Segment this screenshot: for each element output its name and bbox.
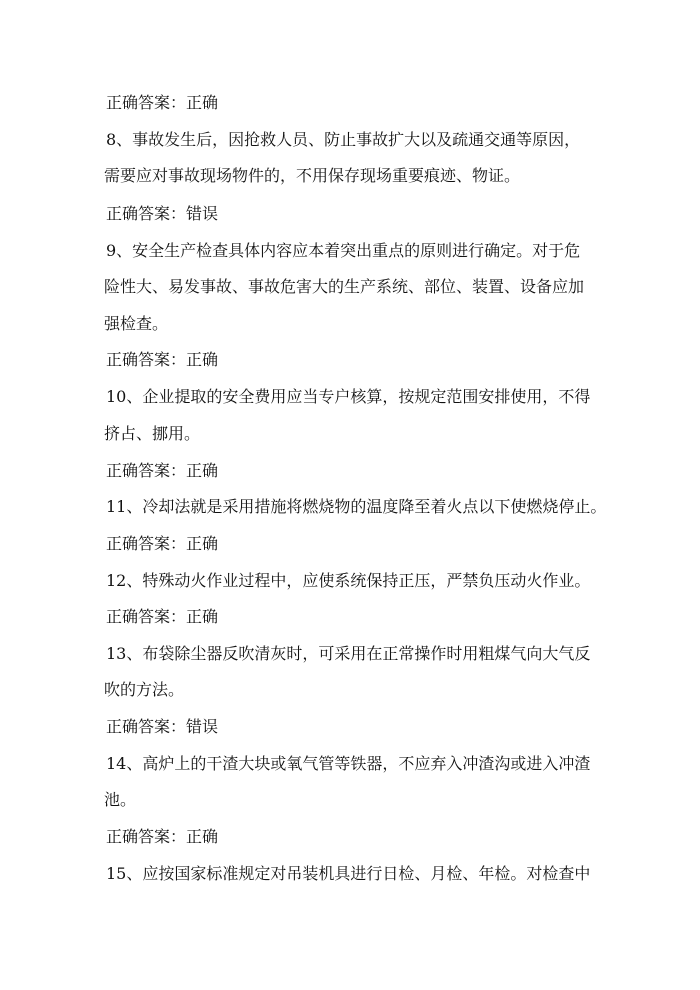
answer-line: 正确答案：正确	[106, 607, 219, 626]
question-13-line-1: 13、布袋除尘器反吹清灰时，可采用在正常操作时用粗煤气向大气反	[106, 644, 591, 663]
question-10-line-2: 挤占、挪用。	[104, 424, 201, 443]
question-11-line-1: 11、冷却法就是采用措施将燃烧物的温度降至着火点以下使燃烧停止。	[106, 497, 607, 516]
answer-line: 正确答案：正确	[106, 461, 219, 480]
question-14-line-2: 池。	[104, 790, 137, 809]
answer-line: 正确答案：错误	[106, 717, 219, 736]
question-9-line-1: 9、安全生产检查具体内容应本着突出重点的原则进行确定。对于危	[106, 241, 581, 260]
question-8-line-1: 8、事故发生后，因抢救人员、防止事故扩大以及疏通交通等原因，	[106, 130, 581, 149]
question-14-line-1: 14、高炉上的干渣大块或氧气管等铁器，不应弃入冲渣沟或进入冲渣	[106, 754, 591, 773]
question-15-line-1: 15、应按国家标准规定对吊装机具进行日检、月检、年检。对检查中	[106, 864, 591, 883]
answer-line: 正确答案：正确	[106, 827, 219, 846]
question-13-line-2: 吹的方法。	[104, 680, 185, 699]
question-8-line-2: 需要应对事故现场物件的，不用保存现场重要痕迹、物证。	[104, 166, 521, 185]
answer-line: 正确答案：正确	[106, 534, 219, 553]
answer-line: 正确答案：正确	[106, 93, 219, 112]
question-9-line-3: 强检查。	[104, 314, 169, 333]
question-12-line-1: 12、特殊动火作业过程中，应使系统保持正压，严禁负压动火作业。	[106, 571, 591, 590]
answer-line: 正确答案：正确	[106, 350, 219, 369]
answer-line: 正确答案：错误	[106, 204, 219, 223]
question-10-line-1: 10、企业提取的安全费用应当专户核算，按规定范围安排使用，不得	[106, 387, 591, 406]
question-9-line-2: 险性大、易发事故、事故危害大的生产系统、部位、装置、设备应加	[104, 277, 585, 296]
